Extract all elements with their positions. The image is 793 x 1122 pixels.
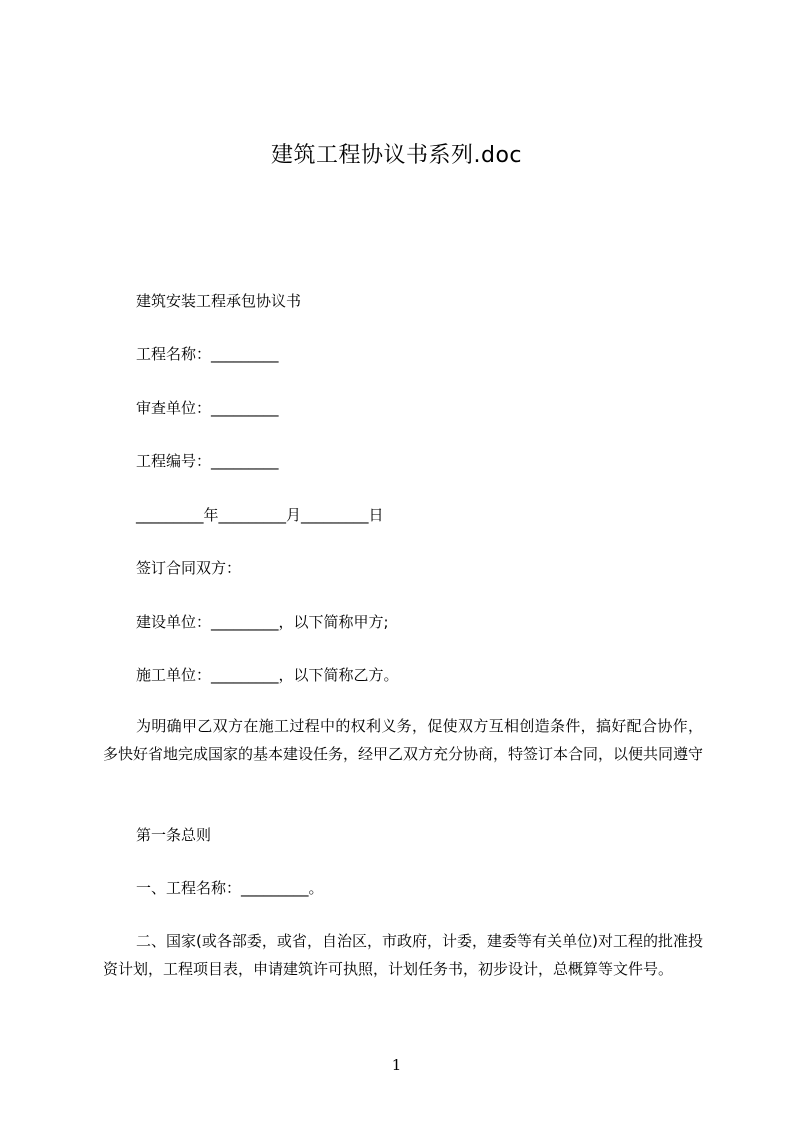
project-number-line: 工程编号：_________	[136, 452, 279, 470]
project-name-line: 工程名称：_________	[136, 345, 279, 363]
party-a-line: 建设单位：_________，以下简称甲方;	[136, 613, 389, 631]
page-number: 1	[391, 1056, 402, 1074]
article-1-heading: 第一条总则	[136, 826, 212, 844]
intro-paragraph: 为明确甲乙双方在施工过程中的权利义务，促使双方互相创造条件，搞好配合协作，多快好省地完成国家的基本建设任务，经甲乙双方充分协商，特签订本合同，以便共同遵守	[103, 717, 704, 763]
item-2-paragraph: 二、国家(或各部委，或省，自治区，市政府，计委，建委等有关单位)对工程的批准投资计划，工程项目表，申请建筑许可执照，计划任务书，初步设计，总概算等文件号。	[103, 932, 703, 978]
contracting-parties-line: 签订合同双方：	[136, 559, 242, 577]
review-unit-line: 审查单位：_________	[136, 399, 279, 417]
item-1-line: 一、工程名称：_________。	[136, 879, 324, 897]
date-line: _________年_________月_________日	[136, 506, 384, 524]
document-title: 建筑工程协议书系列.doc	[270, 143, 522, 168]
agreement-heading: 建筑安装工程承包协议书	[136, 292, 302, 310]
party-b-line: 施工单位：_________，以下简称乙方。	[136, 666, 399, 684]
